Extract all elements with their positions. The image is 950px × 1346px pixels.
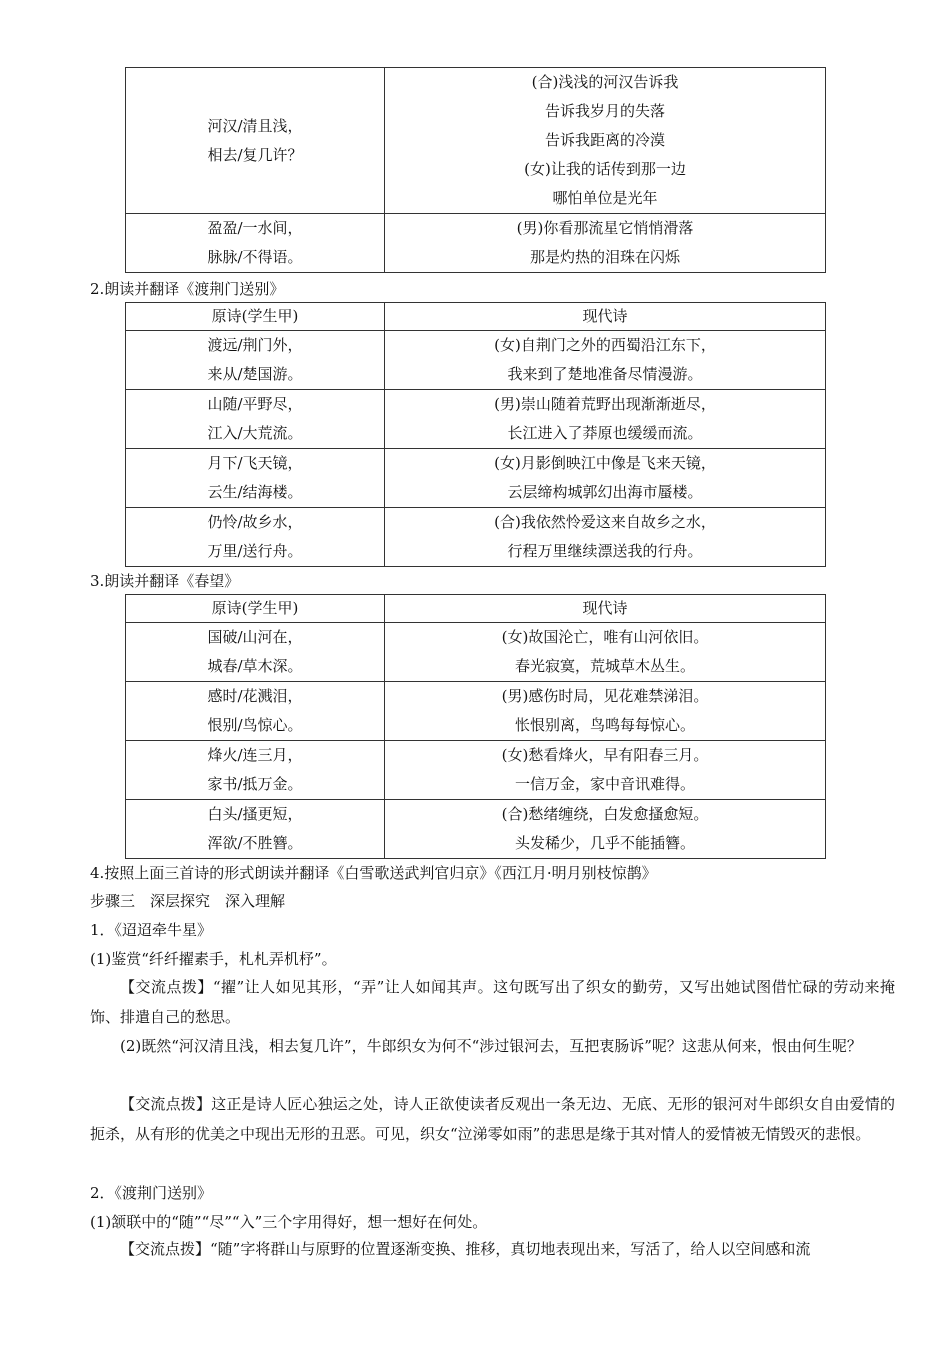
question-2-1: (1)颔联中的“随”“尽”“入”三个字用得好，想一想好在何处。 [90,1213,488,1231]
answer-1-2: 【交流点拨】这正是诗人匠心独运之处，诗人正欲使读者反观出一条无边、无底、无形的银河对牛郎织女自由爱情的扼杀，从有形的优美之中现出无形的丑恶。可见，织女“泣涕零如雨”的悲思是缘于其对情人的爱情被无情毁灭的悲恨。 [90,1095,895,1143]
modern-line: 那是灼热的泪珠在闪烁 [529,248,680,266]
modern-line: (合)愁绪缠绕，白发愈搔愈短。 [501,805,709,823]
modern-line: 告诉我岁月的失落 [544,102,665,120]
modern-line: 告诉我距离的冷漠 [544,131,665,149]
original-line: 江入/大荒流。 [207,424,303,442]
modern-cell [385,623,826,682]
original-line: 家书/抵万金。 [207,775,303,793]
poem-row [126,68,826,214]
original-line: 山随/平野尽， [207,395,303,413]
original-cell [126,68,385,214]
original-line: 盈盈/一水间， [207,219,303,237]
original-line: 渡远/荆门外， [207,336,303,354]
modern-line: 云层缔构城郭幻出海市蜃楼。 [507,483,703,501]
original-line: 河汉/清且浅， [207,116,303,135]
original-line: 城春/草木深。 [207,657,303,675]
modern-cell [385,682,826,741]
original-cell [126,741,385,800]
modern-line: 长江进入了莽原也缓缓而流。 [507,424,703,442]
original-cell [126,390,385,449]
analysis-title-tiaotiao: 1．《迢迢牵牛星》 [90,921,213,939]
question-1-1: (1)鉴赏“纤纤擢素手，札札弄机杼”。 [90,950,337,968]
original-line: 相去/复几许？ [207,145,303,164]
poem-row [126,214,826,273]
original-line: 白头/搔更短， [207,805,303,823]
original-line: 脉脉/不得语。 [207,248,303,266]
modern-cell [385,800,826,859]
original-line: 来从/楚国游。 [207,365,303,383]
poem-row [126,449,826,508]
modern-cell [385,390,826,449]
modern-line: (女)故国沦亡，唯有山河依旧。 [501,628,709,646]
modern-line: (男)你看那流星它悄悄滑落 [516,219,694,237]
analysis-title-dujingmen: 2．《渡荆门送别》 [90,1184,213,1202]
modern-cell [385,449,826,508]
poem-row [126,682,826,741]
poem-row [126,623,826,682]
answer-1-1: 【交流点拨】“擢”让人如见其形，“弄”让人如闻其声。这句既写出了织女的勤劳，又写出她试图借忙碌的劳动来掩饰、排遣自己的愁思。 [90,978,895,1026]
modern-line: (男)崇山随着荒野出现渐渐逝尽， [494,395,716,413]
poem-table-chunwang [125,594,826,859]
original-cell [126,623,385,682]
poem-table-tiaotiao [125,67,826,273]
original-line: 烽火/连三月， [207,746,303,764]
modern-line: (女)自荆门之外的西蜀沿江东下， [494,336,716,354]
modern-cell [385,331,826,390]
original-line: 国破/山河在， [207,628,303,646]
original-line: 仍怜/故乡水， [207,513,303,531]
modern-line: 一信万金，家中音讯难得。 [514,775,695,793]
question-1-2: (2)既然“河汉清且浅，相去复几许”，牛郎织女为何不“涉过银河去，互把衷肠诉”呢？这悲从何来，恨由何生呢？ [120,1037,862,1055]
header-modern: 现代诗 [385,303,826,331]
original-cell [126,331,385,390]
original-cell [126,214,385,273]
modern-cell [385,68,826,214]
original-line: 感时/花溅泪， [207,687,303,705]
modern-line: 春光寂寞，荒城草木丛生。 [514,657,695,675]
modern-line: (合)浅浅的河汉告诉我 [531,73,679,91]
modern-line: (男)感伤时局，见花难禁涕泪。 [501,687,709,705]
step-3-heading: 步骤三 深层探究 深入理解 [90,892,286,910]
header-original: 原诗(学生甲) [126,303,385,331]
poem-table-dujingmen [125,302,826,567]
modern-line: (合)我依然怜爱这来自故乡之水， [494,513,716,531]
original-line: 月下/飞天镜， [207,454,303,472]
answer-2-1: 【交流点拨】“随”字将群山与原野的位置逐渐变换、推移，真切地表现出来，写活了，给人以空间感和流 [120,1240,811,1258]
original-cell [126,508,385,567]
item-4: 4.按照上面三首诗的形式朗读并翻译《白雪歌送武判官归京》《西江月·明月别枝惊鹊》 [90,864,657,882]
original-cell [126,449,385,508]
modern-cell [385,508,826,567]
modern-line: 头发稀少，几乎不能插簪。 [514,834,695,852]
original-line: 恨别/鸟惊心。 [207,716,303,734]
poem-row [126,508,826,567]
original-line: 云生/结海楼。 [207,483,303,501]
section-heading-chunwang: 3.朗读并翻译《春望》 [90,572,240,590]
modern-line: (女)月影倒映江中像是飞来天镜， [494,454,716,472]
modern-line: 怅恨别离，鸟鸣每每惊心。 [514,716,695,734]
poem-row [126,331,826,390]
original-cell [126,800,385,859]
header-modern: 现代诗 [385,595,826,623]
poem-row [126,390,826,449]
modern-line: 哪怕单位是光年 [552,189,658,207]
poem-row [126,741,826,800]
original-line: 浑欲/不胜簪。 [207,834,303,852]
original-line: 万里/送行舟。 [207,542,303,560]
header-original: 原诗(学生甲) [126,595,385,623]
original-cell [126,682,385,741]
modern-line: 行程万里继续漂送我的行舟。 [507,542,703,560]
modern-cell [385,214,826,273]
modern-line: 我来到了楚地准备尽情漫游。 [507,365,703,383]
modern-line: (女)愁看烽火，早有阳春三月。 [501,746,709,764]
section-heading-dujingmen: 2.朗读并翻译《渡荆门送别》 [90,280,285,298]
modern-line: (女)让我的话传到那一边 [524,160,686,178]
modern-cell [385,741,826,800]
poem-row [126,800,826,859]
